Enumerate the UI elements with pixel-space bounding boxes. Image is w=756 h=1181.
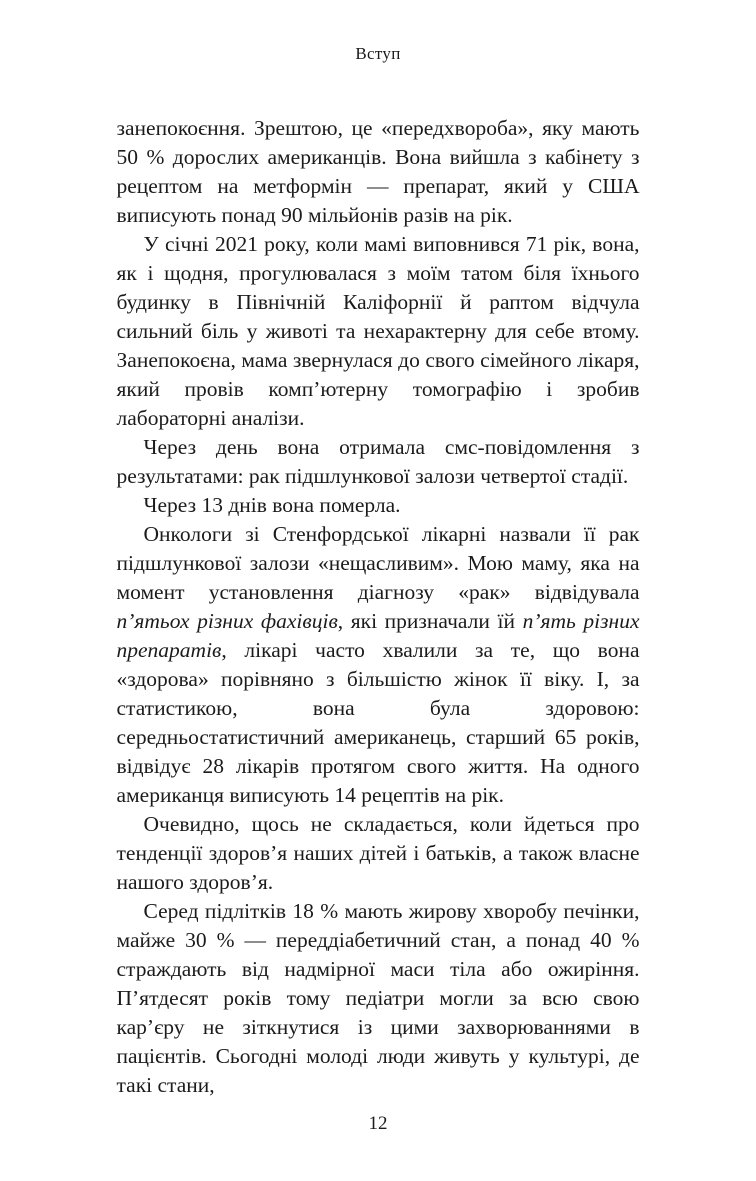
text-segment: , які призначали їй [337,609,523,633]
paragraph [117,520,640,810]
italic-text-segment: п’ятьох різних фахівців [116,609,338,633]
text-segment: Очевидно, щось не складається, коли йдеться про тенденції здоров’я наших дітей і батьків, а також власне нашого здоров’я. [116,812,640,894]
paragraph [117,114,640,230]
italic-text-segment: п’ять різних препаратів [116,609,640,662]
paragraph [117,810,640,897]
text-segment: , лікарі часто хвалили за те, що вона «здорова» порівняно з більшістю жінок її віку. І, за статистикою, вона була здоровою: середньостатистичний американець, старший 65 років, відвідує 28 лікарів протягом свого життя. На одного американця виписують 14 рецептів на рік. [116,638,640,807]
text-segment: Через день вона отримала смс-повідомлення з результатами: рак підшлункової залози четвертої стадії. [116,435,640,488]
text-segment: занепокоєння. Зрештою, це «передхвороба», яку мають 50 % дорослих американців. Вона вийшла з кабінету з рецептом на метформін — препарат, який у США виписують понад 90 мільйонів разів на рік. [116,116,640,227]
paragraph [117,491,640,520]
paragraph [117,897,640,1100]
text-segment: Серед підлітків 18 % мають жирову хворобу печінки, майже 30 % — переддіабетичний стан, а понад 40 % страждають від надмірної маси тіла або ожиріння. П’ятдесят років тому педіатри могли за всю свою кар’єру не зіткнутися із цими захворюваннями в пацієнтів. Сьогодні молоді люди живуть у культурі, де такі стани, [116,899,640,1097]
running-head: Вступ [355,44,401,63]
text-segment: У січні 2021 року, коли мамі виповнився 71 рік, вона, як і щодня, прогулювалася з моїм татом біля їхнього будинку в Північній Каліфорнії й раптом відчула сильний біль у животі та нехарактерну для себе втому. Занепокоєна, мама звернулася до свого сімейного лікаря, який провів комп’ютерну томографію і зробив лабораторні аналізи. [116,232,640,430]
paragraph [117,433,640,491]
paragraph [117,230,640,433]
page-number: 12 [368,1113,388,1134]
text-segment: Через 13 днів вона померла. [143,493,401,517]
body-text [117,114,640,1100]
text-segment: Онкологи зі Стенфордської лікарні назвали її рак підшлункової залози «нещасливим». Мою маму, яка на момент установлення діагнозу «рак» відвідувала [116,522,640,604]
